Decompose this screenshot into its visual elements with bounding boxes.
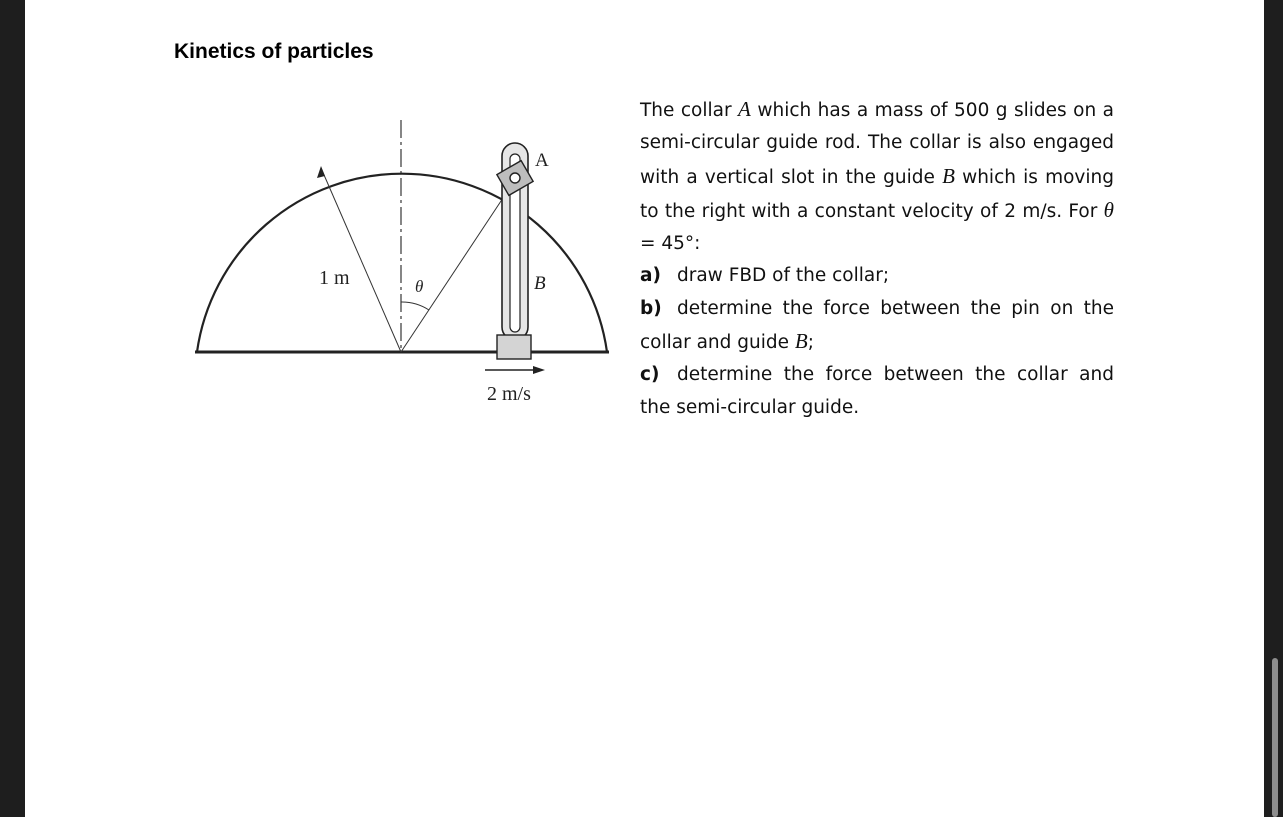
part-b: b) determine the force between the pin on the collar and guide B; — [640, 297, 1114, 354]
semicircular-guide — [197, 174, 607, 352]
scrollbar-track[interactable] — [1264, 0, 1283, 817]
radius-line — [321, 168, 401, 352]
problem-intro: The collar A which has a mass of 500 g slides on a semi-circular guide rod. The collar is also engaged with a vertical slot in the guide B which is moving to the right with a constant velocity of 2 m/s. For θ = 45°: — [640, 97, 1114, 255]
radius-arrowhead — [317, 166, 325, 178]
theta-arc — [401, 302, 429, 310]
part-c: c) determine the force between the collar and the semi-circular guide. — [640, 364, 1114, 418]
label-velocity: 2 m/s — [487, 383, 531, 405]
var-theta: θ — [1103, 197, 1114, 222]
problem-statement — [640, 93, 1114, 424]
problem-figure — [25, 0, 645, 430]
collar-pin — [510, 173, 520, 183]
label-guide-b: B — [534, 273, 546, 294]
guide-b-base — [497, 335, 531, 359]
var-b: B — [942, 163, 955, 188]
var-a: A — [738, 97, 751, 121]
part-a: a) draw FBD of the collar; — [640, 265, 890, 287]
velocity-arrowhead — [533, 366, 545, 374]
document-page — [25, 0, 1264, 817]
page-title: Kinetics of particles — [174, 40, 374, 63]
label-radius: 1 m — [319, 267, 350, 289]
collar-radius-line — [401, 198, 503, 352]
scroll-thumb[interactable] — [1272, 658, 1278, 817]
label-theta: θ — [415, 277, 424, 296]
label-collar-a: A — [535, 150, 549, 171]
